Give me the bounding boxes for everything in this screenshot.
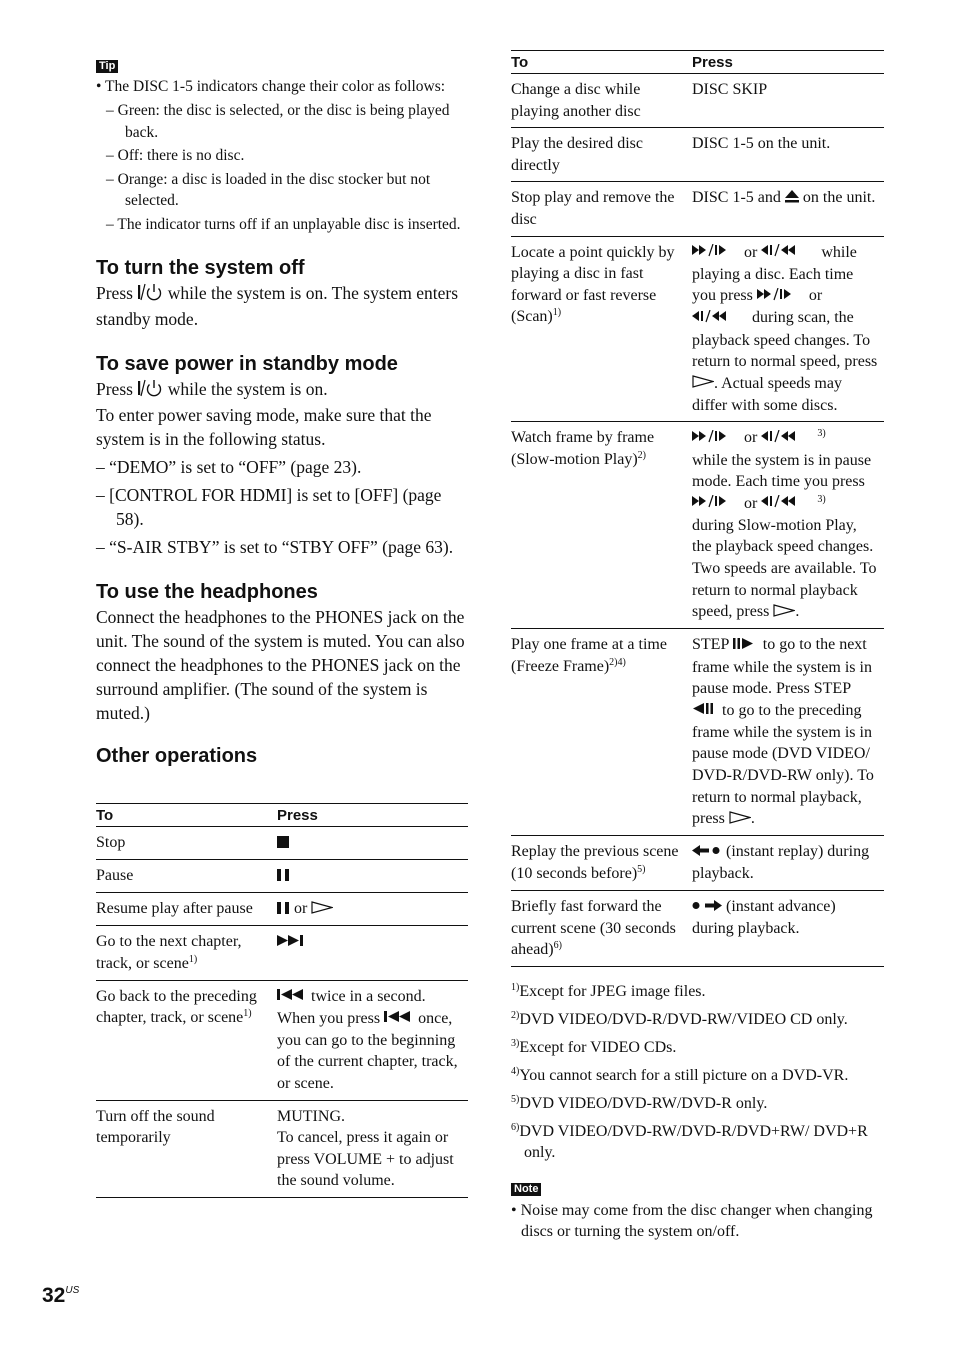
col-to-header: To — [511, 54, 529, 71]
play-icon — [311, 899, 333, 921]
power-icon — [137, 283, 163, 307]
press-text: . — [750, 810, 755, 828]
col-press-header: Press — [277, 807, 318, 824]
to-text: Replay the previous scene (10 seconds before) — [511, 843, 679, 882]
instant-advance-icon — [692, 897, 722, 919]
note-section — [511, 1179, 884, 1243]
standby-item: – [CONTROL FOR HDMI] is set to [OFF] (page 58). — [96, 485, 442, 529]
turn-off-rest: while the system is on. The system enters standby mode. — [96, 283, 459, 329]
press-text: while playing a disc. Each time you press — [692, 243, 857, 305]
fast-reverse-icon — [761, 428, 817, 450]
standby-rest: while the system is on. — [163, 379, 328, 399]
headphones-heading: To use the headphones — [96, 581, 318, 603]
table-row — [511, 236, 884, 422]
play-icon — [773, 602, 795, 624]
footnote — [511, 981, 884, 1002]
press-cell — [692, 836, 884, 891]
table-row — [511, 74, 884, 128]
to-cell: Turn off the sound temporarily — [96, 1107, 215, 1147]
standby-heading: To save power in standby mode — [96, 353, 398, 375]
table-row — [511, 128, 884, 182]
col-press-header: Press — [692, 54, 733, 71]
press-text: STEP — [692, 636, 733, 654]
footnote-text: DVD VIDEO/DVD-RW/DVD-R/DVD+RW/ DVD+R only. — [519, 1122, 868, 1161]
play-icon — [729, 809, 751, 831]
table-header-row — [511, 51, 884, 74]
to-cell — [511, 836, 692, 891]
press-text: to go to the preceding frame while the system is in pause mode (DVD VIDEO/ DVD-R/DVD-RW only). To return to normal playback, press — [692, 701, 874, 828]
note-text: • Noise may come from the disc changer when changing discs or turning the system on/off. — [511, 1201, 873, 1241]
fast-reverse-icon — [761, 493, 817, 515]
press-text: or — [740, 429, 762, 447]
press-text: once, you can go to the beginning of the current chapter, track, or scene. — [277, 1009, 458, 1092]
press-or: or — [290, 900, 312, 918]
press-text: (instant advance) during playback. — [692, 898, 836, 938]
footnote — [511, 1121, 884, 1163]
footnote — [511, 1093, 884, 1114]
footnote-text: Except for VIDEO CDs. — [519, 1038, 677, 1056]
press-text: or — [740, 494, 762, 512]
tip-item: – Orange: a disc is loaded in the disc stocker but not selected. — [106, 170, 431, 209]
disc-operations-table — [511, 50, 884, 967]
step-forward-icon — [733, 635, 759, 657]
headphones-text: Connect the headphones to the PHONES jack on the unit. The sound of the system is muted. You can also connect the headphones to the PHONES jack on the surround amplifier. (The sound of the system is muted.) — [96, 607, 465, 723]
press-cell — [277, 893, 468, 926]
to-text: Play one frame at a time (Freeze Frame) — [511, 636, 667, 675]
left-column — [96, 56, 468, 1198]
fast-reverse-icon — [692, 308, 748, 330]
table-row — [96, 893, 468, 926]
footnote — [511, 1065, 884, 1086]
power-icon — [137, 379, 163, 403]
col-to-header: To — [96, 807, 114, 824]
to-cell: Resume play after pause — [96, 900, 253, 918]
footnote-mark: 3) — [511, 1037, 520, 1049]
fast-forward-icon — [757, 286, 805, 308]
press-text: MUTING. — [277, 1107, 345, 1125]
fast-reverse-icon — [761, 242, 817, 264]
standby-item: – “S-AIR STBY” is set to “STBY OFF” (page 63). — [96, 537, 454, 557]
standby-item: – “DEMO” is set to “OFF” (page 23). — [96, 457, 362, 477]
to-cell — [511, 891, 692, 967]
press-text: or — [804, 287, 823, 305]
press-cell — [692, 891, 884, 967]
footnote-ref: 3) — [817, 428, 826, 440]
turn-off-pre: Press — [96, 283, 138, 303]
table-row — [96, 1100, 468, 1197]
table-row — [96, 860, 468, 893]
to-text: Watch frame by frame (Slow-motion Play) — [511, 429, 655, 469]
press-text: during scan, the playback speed changes. To return to normal speed, press — [692, 309, 878, 371]
table-row — [96, 827, 468, 860]
press-text: while the system is in pause mode. Each time you press — [692, 451, 872, 491]
fast-forward-icon — [692, 242, 740, 264]
other-operations-table — [96, 803, 468, 1198]
to-cell: Play the desired disc directly — [511, 135, 643, 174]
tip-intro: • The DISC 1-5 indicators change their color as follows: — [96, 78, 446, 95]
press-cell — [692, 182, 884, 236]
page-number — [42, 1284, 79, 1308]
footnote-ref: 2)4) — [609, 656, 626, 668]
fast-forward-icon — [692, 493, 740, 515]
press-cell — [277, 827, 468, 860]
press-text: DISC 1-5 and — [692, 189, 785, 207]
press-text: . Actual speeds may differ with some discs. — [692, 374, 842, 414]
press-text: twice in a second. When you press — [277, 987, 426, 1027]
press-text: on the unit. — [798, 189, 876, 207]
footnote-mark: 4) — [511, 1065, 520, 1077]
step-back-icon — [692, 700, 718, 722]
table-row — [511, 422, 884, 629]
footnote-ref: 3) — [817, 493, 826, 505]
table-row — [511, 836, 884, 891]
table-row — [96, 926, 468, 980]
table-row — [511, 629, 884, 836]
press-text: or — [740, 243, 762, 261]
turn-off-text — [96, 281, 468, 331]
play-icon — [692, 373, 714, 395]
right-column — [511, 50, 884, 1243]
footnote-mark: 6) — [511, 1121, 520, 1133]
to-cell: Stop — [96, 834, 126, 851]
tip-badge: Tip — [96, 60, 118, 73]
tip-list — [96, 100, 468, 235]
footnote-ref: 5) — [637, 863, 646, 875]
to-text: Briefly fast forward the current scene (30 seconds ahead) — [511, 898, 676, 959]
press-text: To cancel, press it again or press VOLUME + to adjust the sound volume. — [277, 1129, 454, 1190]
press-cell — [692, 236, 884, 422]
footnote-ref: 1) — [552, 307, 562, 319]
press-cell — [277, 860, 468, 893]
tip-item: – Green: the disc is selected, or the disc is being played back. — [106, 102, 450, 141]
stop-icon — [277, 833, 289, 855]
to-text: Go back to the preceding chapter, track, or scene — [96, 987, 257, 1027]
turn-off-heading: To turn the system off — [96, 257, 305, 279]
footnotes — [511, 981, 884, 1163]
tip-item: – The indicator turns off if an unplayable disc is inserted. — [106, 215, 461, 233]
footnote-mark: 1) — [511, 981, 520, 993]
instant-replay-icon — [692, 842, 722, 864]
press-cell — [692, 629, 884, 836]
next-icon — [277, 932, 307, 954]
standby-text — [96, 377, 468, 403]
to-cell: Change a disc while playing another disc — [511, 81, 641, 120]
pause-icon — [277, 899, 290, 921]
press-cell: DISC 1-5 on the unit. — [692, 135, 831, 153]
footnote-ref: 6) — [553, 940, 562, 952]
to-cell — [96, 926, 277, 980]
previous-icon — [384, 1008, 414, 1030]
press-text: (instant replay) during playback. — [692, 843, 870, 883]
footnote — [511, 1037, 884, 1058]
tip-item: – Off: there is no disc. — [106, 147, 245, 164]
fast-forward-icon — [692, 428, 740, 450]
footnote-mark: 2) — [511, 1009, 520, 1021]
footnote-text: DVD VIDEO/DVD-RW/DVD-R only. — [519, 1094, 768, 1112]
to-text: Locate a point quickly by playing a disc in fast forward or fast reverse (Scan) — [511, 243, 675, 326]
standby-pre: Press — [96, 379, 138, 399]
press-cell — [277, 926, 468, 980]
press-text: to go to the next frame while the system is in pause mode. Press STEP — [692, 636, 872, 698]
eject-icon — [785, 188, 799, 210]
to-cell: Pause — [96, 867, 134, 885]
footnote-mark: 5) — [511, 1093, 520, 1105]
press-cell — [277, 1100, 468, 1197]
to-text: Go to the next chapter, track, or scene — [96, 933, 242, 972]
footnote-ref: 2) — [637, 450, 647, 462]
note-badge: Note — [511, 1183, 541, 1196]
page-region: US — [65, 1285, 80, 1296]
tip-section — [96, 56, 468, 235]
to-cell — [511, 629, 692, 836]
footnote-ref: 1) — [188, 953, 198, 965]
press-text: during Slow-motion Play, the playback speed changes. Two speeds are available. To return to normal playback speed, press — [692, 516, 877, 621]
footnote-text: You cannot search for a still picture on a DVD-VR. — [519, 1066, 849, 1084]
press-cell — [692, 422, 884, 629]
to-cell — [511, 236, 692, 422]
press-cell: DISC SKIP — [692, 81, 768, 98]
to-cell — [96, 980, 277, 1100]
footnote-text: Except for JPEG image files. — [519, 982, 706, 1000]
previous-icon — [277, 986, 307, 1008]
footnote-ref: 1) — [243, 1008, 252, 1020]
to-cell: Stop play and remove the disc — [511, 189, 675, 228]
press-text: . — [795, 603, 800, 621]
footnote-text: DVD VIDEO/DVD-R/DVD-RW/VIDEO CD only. — [519, 1010, 848, 1028]
table-row — [511, 891, 884, 967]
table-row — [96, 980, 468, 1100]
standby-para2: To enter power saving mode, make sure that the system is in the following status. — [96, 405, 432, 449]
table-row — [511, 182, 884, 236]
to-cell — [511, 422, 692, 629]
other-operations-heading: Other operations — [96, 745, 258, 767]
press-cell — [277, 980, 468, 1100]
page-number-value: 32 — [42, 1284, 66, 1307]
pause-icon — [277, 866, 290, 888]
footnote — [511, 1009, 884, 1030]
table-header-row — [96, 804, 468, 827]
